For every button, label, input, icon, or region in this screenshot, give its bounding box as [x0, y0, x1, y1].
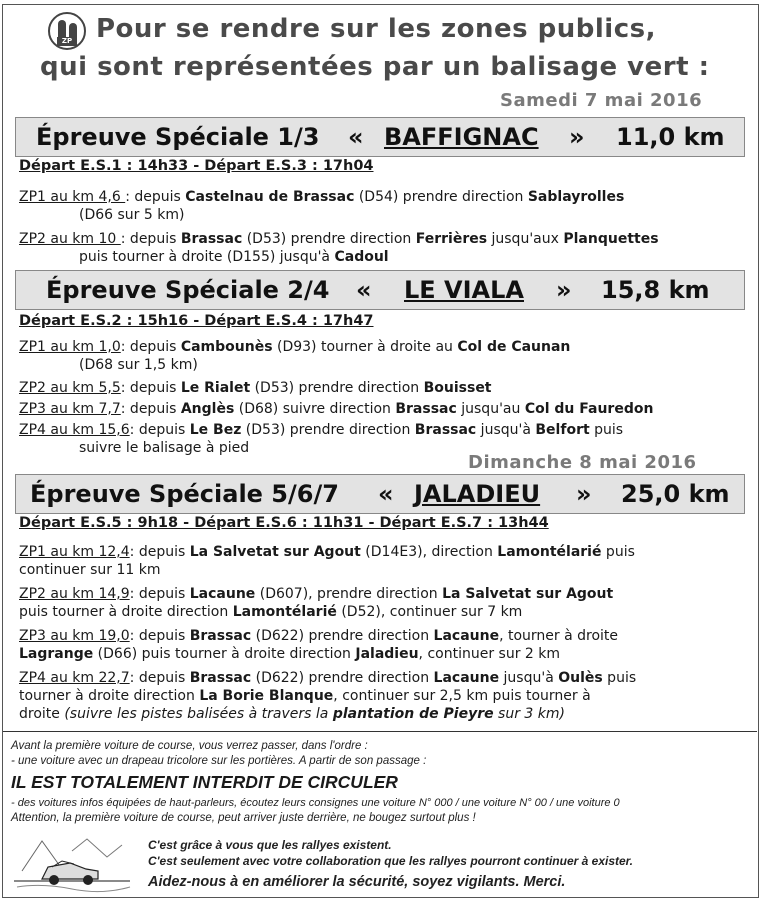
slogan: Aidez-nous à en améliorer la sécurité, soyez vigilants. Merci.	[148, 874, 566, 890]
stage-2-name: LE VIALA	[404, 276, 524, 304]
stage-3-banner: Épreuve Spéciale 5/6/7 « JALADIEU » 25,0 km	[15, 474, 745, 514]
stage-2-title: Épreuve Spéciale 2/4	[46, 276, 330, 304]
header-line-1: Pour se rendre sur les zones publics,	[96, 14, 656, 44]
stage-2-distance: 15,8 km	[601, 276, 710, 304]
day-sunday: Dimanche 8 mai 2016	[468, 452, 697, 473]
footer-line-3: - des voitures infos équipées de haut-parleurs, écoutez leurs consignes une voiture N° 000 / une voiture N° 00 / une voiture 0	[11, 797, 620, 809]
divider	[3, 731, 757, 732]
zone-item: ZP2 au km 14,9: depuis Lacaune (D607), prendre direction La Salvetat sur Agout puis tourner à droite direction Lamontélarié (D52), continuer sur 7 km	[19, 586, 614, 620]
stage-2-departure: Départ E.S.2 : 15h16 - Départ E.S.4 : 17h47	[19, 313, 374, 329]
header-line-2: qui sont représentées par un balisage vert :	[40, 52, 710, 82]
thanks-line-2: C'est seulement avec votre collaboration que les rallyes pourront continuer à exister.	[148, 854, 634, 868]
thanks-line-1: C'est grâce à vous que les rallyes existent.	[148, 838, 392, 852]
zone-item: ZP4 au km 22,7: depuis Brassac (D622) prendre direction Lacaune jusqu'à Oulès puis tourner à droite direction La Borie Blanque, continuer sur 2,5 km puis tourner à droite (suivre les pistes balisées à travers la plantation de Pieyre sur 3 km)	[19, 670, 637, 722]
footer-line-4: Attention, la première voiture de course, peut arriver juste derrière, ne bougez surtout plus !	[11, 812, 476, 824]
stage-1-banner: Épreuve Spéciale 1/3 « BAFFIGNAC » 11,0 km	[15, 117, 745, 157]
stage-3-title: Épreuve Spéciale 5/6/7	[30, 480, 339, 508]
footer-line-1: Avant la première voiture de course, vous verrez passer, dans l'ordre :	[11, 740, 368, 752]
footer-line-2: - une voiture avec un drapeau tricolore sur les portières. A partir de son passage :	[11, 755, 427, 767]
stage-1-name: BAFFIGNAC	[384, 123, 539, 151]
stage-3-name: JALADIEU	[414, 480, 541, 508]
day-saturday: Samedi 7 mai 2016	[500, 90, 703, 111]
zone-item: ZP4 au km 15,6: depuis Le Bez (D53) prendre direction Brassac jusqu'à Belfort puis suivre le balisage à pied	[19, 422, 624, 456]
stage-3-distance: 25,0 km	[621, 480, 730, 508]
zone-item: ZP3 au km 7,7: depuis Anglès (D68) suivre direction Brassac jusqu'au Col du Fauredon	[19, 401, 654, 417]
warning-text: IL EST TOTALEMENT INTERDIT DE CIRCULER	[11, 772, 398, 792]
stage-1-departure: Départ E.S.1 : 14h33 - Départ E.S.3 : 17h04	[19, 158, 374, 174]
zone-item: ZP1 au km 12,4: depuis La Salvetat sur Agout (D14E3), direction Lamontélarié puis continuer sur 11 km	[19, 544, 635, 578]
stage-2-banner: Épreuve Spéciale 2/4 « LE VIALA » 15,8 km	[15, 270, 745, 310]
zone-item: ZP3 au km 19,0: depuis Brassac (D622) prendre direction Lacaune, tourner à droite Lagrange (D66) puis tourner à droite direction Jaladieu, continuer sur 2 km	[19, 628, 619, 662]
zone-item: ZP2 au km 5,5: depuis Le Rialet (D53) prendre direction Bouisset	[19, 380, 492, 396]
stage-1-distance: 11,0 km	[616, 123, 725, 151]
rally-car-illustration-icon	[12, 831, 132, 893]
stage-1-title: Épreuve Spéciale 1/3	[36, 123, 320, 151]
zone-item: ZP1 au km 1,0: depuis Cambounès (D93) tourner à droite au Col de Caunan (D68 sur 1,5 km)	[19, 339, 571, 373]
zp-logo-icon: ZP	[48, 12, 86, 50]
stage-3-departure: Départ E.S.5 : 9h18 - Départ E.S.6 : 11h31 - Départ E.S.7 : 13h44	[19, 515, 549, 531]
zone-item: ZP2 au km 10 : depuis Brassac (D53) prendre direction Ferrières jusqu'aux Planquettes puis tourner à droite (D155) jusqu'à Cadoul	[19, 231, 659, 265]
zone-item: ZP1 au km 4,6 : depuis Castelnau de Brassac (D54) prendre direction Sablayrolles (D66 sur 5 km)	[19, 189, 625, 223]
